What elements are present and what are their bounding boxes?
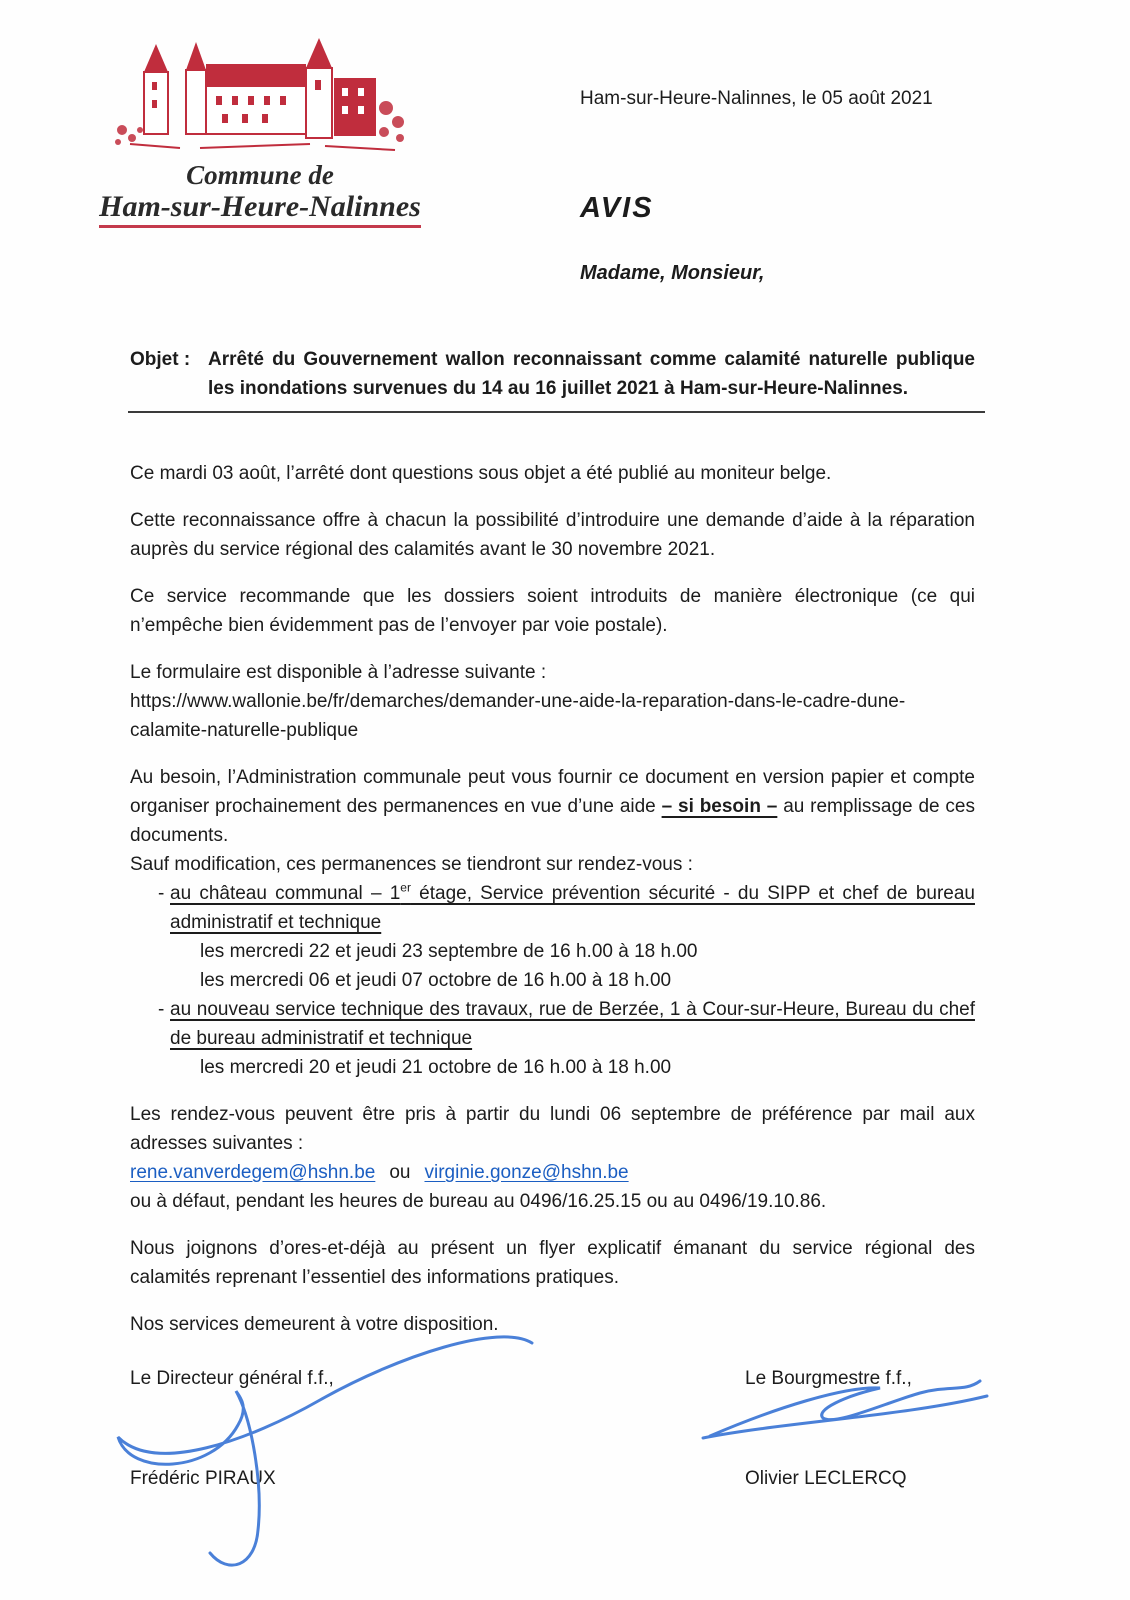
si-besoin-emphasis: – si besoin – <box>661 796 778 817</box>
formulaire-intro: Le formulaire est disponible à l’adresse suivante : <box>130 662 547 683</box>
paragraph-flyer: Nous joignons d’ores-et-déjà au présent un flyer explicatif émanant du service régional des calamités reprenant l’essentiel des informations pratiques. <box>130 1238 975 1288</box>
appointment-place-1: au château communal – 1er étage, Service prévention sécurité - du SIPP et chef de bureau administratif et technique <box>170 880 975 933</box>
letter-body <box>130 345 975 1493</box>
paragraph-rendezvous-intro: Sauf modification, ces permanences se tiendront sur rendez-vous : <box>130 854 693 875</box>
paragraph-formulaire <box>130 658 975 745</box>
subject-label: Objet : <box>130 349 191 370</box>
signer-title-right: Le Bourgmestre f.f., <box>745 1368 912 1389</box>
paragraph-contact-intro: Les rendez-vous peuvent être pris à partir du lundi 06 septembre de préférence par mail aux adresses suivantes : <box>130 1104 975 1154</box>
list-dash: - <box>158 999 165 1020</box>
subject-block <box>130 345 975 403</box>
signer-name-right: Olivier LECLERCQ <box>745 1468 907 1489</box>
email-line <box>130 1158 975 1187</box>
paragraph-phone-fallback: ou à défaut, pendant les heures de bureau au 0496/16.25.15 ou au 0496/19.10.86. <box>130 1191 827 1212</box>
paragraph-permanences <box>130 763 975 850</box>
paragraph-electronique: Ce service recommande que les dossiers soient introduits de manière électronique (ce qui n’empêche bien évidemment pas de l’envoyer par voie postale). <box>130 586 975 636</box>
list-item <box>130 879 975 937</box>
appointment-place-2: au nouveau service technique des travaux, rue de Berzée, 1 à Cour-sur-Heure, Bureau du chef de bureau administratif et technique <box>170 999 975 1049</box>
permanences-text-after: au remplissage de ces documents. <box>130 796 975 846</box>
list-dash: - <box>158 883 165 904</box>
appointment-time: les mercredi 22 et jeudi 23 septembre de 16 h.00 à 18 h.00 <box>200 941 698 962</box>
subject-text: Arrêté du Gouvernement wallon reconnaissant comme calamité naturelle publique les inondations survenues du 14 au 16 juillet 2021 à Ham-sur-Heure-Nalinnes. <box>208 349 975 399</box>
email-link-virginie[interactable]: virginie.gonze@hshn.be <box>424 1162 629 1183</box>
appointment-time: les mercredi 20 et jeudi 21 octobre de 16 h.00 à 18 h.00 <box>200 1057 672 1078</box>
list-item <box>130 995 975 1053</box>
appointment-time: les mercredi 06 et jeudi 07 octobre de 16 h.00 à 18 h.00 <box>200 970 672 991</box>
formulaire-url: https://www.wallonie.be/fr/demarches/demander-une-aide-la-reparation-dans-le-cadre-dune-calamite-naturelle-publique <box>130 691 906 741</box>
castle-logo-icon <box>110 38 410 160</box>
email-separator: ou <box>389 1162 411 1183</box>
paragraph-disposition: Nos services demeurent à votre disposition. <box>130 1314 499 1335</box>
salutation: Madame, Monsieur, <box>580 262 765 284</box>
signer-name-left: Frédéric PIRAUX <box>130 1468 276 1489</box>
paragraph-reconnaissance: Cette reconnaissance offre à chacun la possibilité d’introduire une demande d’aide à la réparation auprès du service régional des calamités avant le 30 novembre 2021. <box>130 510 975 560</box>
letter-title: AVIS <box>580 192 654 224</box>
commune-name-line2: Ham-sur-Heure-Nalinnes <box>99 190 421 228</box>
commune-name-line1: Commune de <box>186 160 334 190</box>
letterhead <box>92 38 428 228</box>
signature-block <box>130 1364 975 1493</box>
email-link-rene[interactable]: rene.vanverdegem@hshn.be <box>130 1162 376 1183</box>
permanences-text-before: Au besoin, l’Administration communale peut vous fournir ce document en version papier et compte organiser prochainement des permanences en vue d’une aide <box>130 767 975 817</box>
signer-title-left: Le Directeur général f.f., <box>130 1368 334 1389</box>
dateline: Ham-sur-Heure-Nalinnes, le 05 août 2021 <box>580 88 933 109</box>
paragraph-publication: Ce mardi 03 août, l’arrêté dont questions sous objet a été publié au moniteur belge. <box>130 463 832 484</box>
